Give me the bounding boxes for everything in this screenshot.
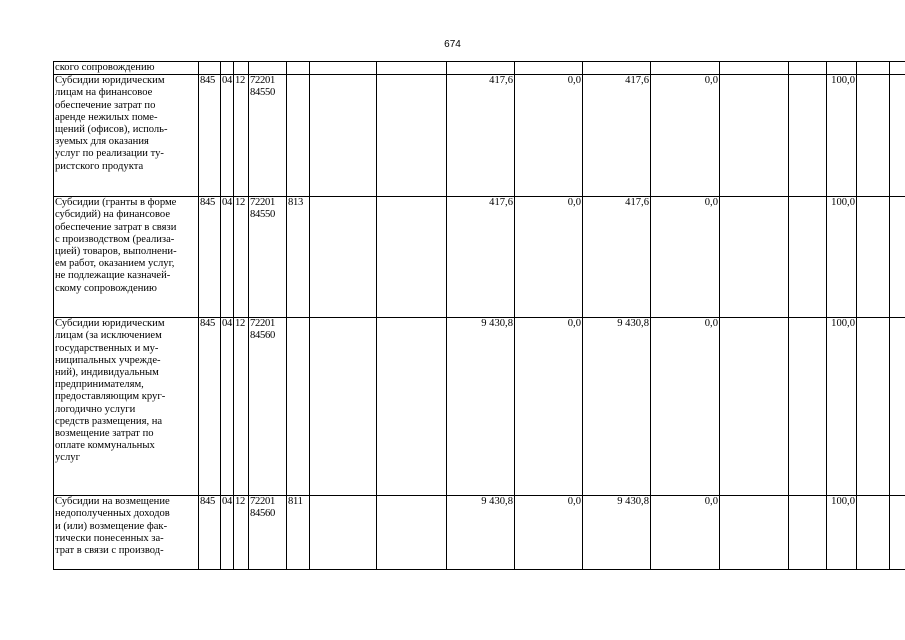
vr-code: 813	[287, 197, 310, 318]
value-2: 0,0	[515, 496, 583, 570]
page-number: 674	[444, 39, 461, 50]
rz-code: 04	[221, 197, 234, 318]
ved-code: 845	[199, 318, 221, 496]
pr-code: 12	[234, 197, 249, 318]
table-row	[54, 75, 905, 197]
csr-code: 72201 84550	[249, 75, 287, 197]
value-5: 100,0	[827, 496, 857, 570]
value-2: 0,0	[515, 197, 583, 318]
rz-code: 04	[221, 75, 234, 197]
value-1: 9 430,8	[447, 318, 515, 496]
ved-code: 845	[199, 75, 221, 197]
carry-over-row	[54, 62, 905, 75]
row-name: Субсидии юридическим лицам (за исключением государственных и му- ниципальных учрежде- ний), индивидуальным предпринимателям, предоставляющим круг- логодично услуги средств размещения, на возмещение затрат по оплате коммунальных услуг	[54, 318, 199, 496]
row-name: Субсидии юридическим лицам на финансовое обеспечение затрат по аренде нежилых поме- щений (офисов), исполь- зуемых для оказания услуг по реализации ту- ристского продукта	[54, 75, 199, 197]
ved-code: 845	[199, 496, 221, 570]
value-4: 0,0	[651, 496, 720, 570]
value-4: 0,0	[651, 197, 720, 318]
rz-code: 04	[221, 318, 234, 496]
value-5: 100,0	[827, 197, 857, 318]
value-3: 9 430,8	[583, 496, 651, 570]
value-1: 9 430,8	[447, 496, 515, 570]
pr-code: 12	[234, 75, 249, 197]
value-1: 417,6	[447, 197, 515, 318]
table-row	[54, 318, 905, 496]
value-2: 0,0	[515, 318, 583, 496]
value-2: 0,0	[515, 75, 583, 197]
row-name: Субсидии (гранты в форме субсидий) на финансовое обеспечение затрат в связи с производством (реализа- цией) товаров, выполнени- ем работ, оказанием услуг, не подлежащие казначей- скому сопровождению	[54, 197, 199, 318]
pr-code: 12	[234, 496, 249, 570]
value-5: 100,0	[827, 318, 857, 496]
ved-code: 845	[199, 197, 221, 318]
vr-code	[287, 318, 310, 496]
table-row	[54, 197, 905, 318]
csr-code: 72201 84560	[249, 496, 287, 570]
value-4: 0,0	[651, 75, 720, 197]
value-3: 9 430,8	[583, 318, 651, 496]
csr-code: 72201 84550	[249, 197, 287, 318]
csr-code: 72201 84560	[249, 318, 287, 496]
vr-code	[287, 75, 310, 197]
budget-table	[53, 61, 905, 570]
value-1: 417,6	[447, 75, 515, 197]
table-row	[54, 496, 905, 570]
pr-code: 12	[234, 318, 249, 496]
value-3: 417,6	[583, 197, 651, 318]
row-name: Субсидии на возмещение недополученных доходов и (или) возмещение фак- тически понесенных за- трат в связи с производ-	[54, 496, 199, 570]
value-4: 0,0	[651, 318, 720, 496]
row-name: ского сопровождению	[54, 62, 199, 75]
value-3: 417,6	[583, 75, 651, 197]
rz-code: 04	[221, 496, 234, 570]
vr-code: 811	[287, 496, 310, 570]
value-5: 100,0	[827, 75, 857, 197]
